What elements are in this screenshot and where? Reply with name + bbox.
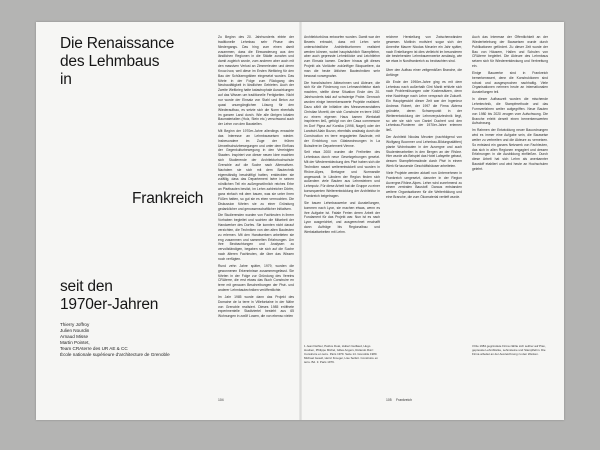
book-spread xyxy=(36,22,564,420)
title-line-6: 1970er-Jahren xyxy=(60,296,159,313)
footnote-left: 1 Jean Dethier, Patrice Doat, Hubert Guillaud, Hugo Houben, Philippe Michel, Gilles Angers, Rolando Ruiz: Construire en terre. Paris 1979. Seite 14. Grenoble 1980. Michael Gesell, Heinz Kroeger, Lise Seifert. Construire en terre. Bd. 3. Paris 1979. xyxy=(304,344,378,365)
page-number-left: 104 xyxy=(218,398,224,402)
paragraph: Zu Beginn des 20. Jahrhunderts ebbte der traditionelle Lehmbau sehr Phase des Niedergangs. Das hing zum einen damit zusammen, dass die Einwanderung aus den ländlichen Regionen in die Städte zunahm und damit zugleich wurde, zum anderen aber auch mit den massiven Verlust an Zimmerleuten und deren Know-how, weil diese im Ersten Weltkrieg für den Bau der Schützengräben eingesetzt wurden. Das führte in der Folge zum Rückgang des Neubautätigkeit in ländlichen Gebieten. Auch der Zweite Weltkrieg hatte katastrophale Auswirkungen auf das Wissen um traditionelle Fertigkeiten. Nicht nur wurde der Einsatz von Stahl und Beton zur quasi unumgänglichen Lösung für den Wiederaufbau, es setzte sich die Norm ebenfalls im ganzen Land durch. Wie alle übrigen lokalen Baumaterialien (Holz, Stein etc.) verschwand auch der Lehm von den Baustellen. xyxy=(218,35,294,127)
author-line: Julien Nourdin xyxy=(60,328,90,333)
author-line: Arnaud Misse xyxy=(60,334,89,339)
author-block xyxy=(60,322,240,358)
author-line: Team CRAterre des UR AE & CC xyxy=(60,346,128,351)
paragraph: Im Rahmen der Entwicklung neuer Bauordnungen wird es immer eine Aufgabe sein, die Bauweise weiter zu verbreiten und die Akteure zu vernetzen. So entstand ein ganzes Netzwerk von Fachleuten, das sich in allen Regionen engagiert und dessen Erfahrungen in die Ausbildung einfließen. Durch diese Arbeit hat sich Lehm als anerkannter Baustoff etabliert und wird heute an Hochschulen gelehrt. xyxy=(472,128,548,171)
title-line-5: seit den xyxy=(60,278,113,295)
footnote-right: 3 Die 1984 gegründete Firma zählte sich seither auf Pisé, gepresste Lehmblöcke, Lehmsteine und Stampflehm. Die Firma arbeitet an der Auszeichnung zu den Werken. xyxy=(472,344,546,357)
paragraph: Ab Ende der 1990er-Jahre ging es mit dem Lehmbau nach außerhalb Gint Markt erhitzte sich nach Problemlösungen oder Kostensätzen, denn eine Nachfrage nach Lehm versprach die Zukunft. Ein Hauptgewicht dieser Zeit war der Ingenieur Andreas Robert, der 1997 die Firma Akterra gründete, deren Schwerpunkt in der Weiterentwicklung der Lehmverputztechnik liegt, so wie sie sich von Daniel Duchert und den Lehmbau-Pionieren der 1970er-Jahre erlernen ließ. xyxy=(386,79,462,133)
paragraph: Sie bauen Lehmbauwerke und Ausstellungen, kommen nach Lyon, sie machen etwas, wenn es ihre Aufgabe ist. Fatale Ferien deren Arbeit der Fundament für das Projekt war. Nun ist es nach Lyon ausgerichtet, und ausgerechnet erschafft dann Aufträge bis Regionalbau und Werkstattarbeiten mit Lehm. xyxy=(304,200,380,234)
title-line-3: in xyxy=(60,71,72,88)
author-line: Martin Pointet, xyxy=(60,340,90,345)
paragraph: Die französischen Akteurinnen und Akteure, die sich für die Förderung von Lehmarchitektur stark machten, stellte diese Situation Ende des 20. Jahrhunderts bald auf schwierige Probe. Dennoch wurden einige bemerkenswerte Projekte realisiert. Dazu zählt die Initiative des Messeveranstalters Christian Moretti, der sich Construire en terre 1982 zu einem eigenen Haus kamen Werkstatt inspirieren ließ, gefolgt von der Casa commmune im Dorf Pigna auf Korsika (1998, Nagel) oder der Landwirt Alain Bozon, ebenfalls ansässig durch die Construction en terre engagierten Bauleute, mit der Errichtung von Gästewohnungen in La Buissière im Departement Vienne. xyxy=(304,80,380,148)
author-line: Thierry Joffroy xyxy=(60,322,90,327)
paragraph: Der Architekt Nicolas Meunier (nachfolgend von Wolfgang Boonmer und Lehmbau-Bildungsstätten) plante Wohnbauten in der Auvergne und auch Studentenarbeiten in den Bergen an der Rhône. Hier wurde als Beispiel das Hotel Lafayette gebaut, dessen Stampflehmwände durch Pisé in einem Werk für tausende Geschäftshäuser arbeiteten. xyxy=(386,135,462,169)
paragraph: Seit etwa 2000 wurden die Freiheiten des Lehmbaus durch neue Gesetzgebungen gesetzt. Mit der Wiederentdeckung des Pisé haben sich die Techniken rasant weiterentwickelt und wurden in Rhône-Alpes, Bretagne und Normandie angewandt. In Ländern der Region finden sich außerdem viele Bauten aus Lehmsteinen und Lehmputz. Für diese Arbeit hat die Gruppe zu einer konsequenten Weiterentwicklung der Architektur in Frankreich beigetragen. xyxy=(304,150,380,198)
paragraph: Im Jahr 1985 wurde dann das Projekt des Domaine de la terre in Villefontaine in der Nähe von Grenoble realisiert. Dieses 1985 eröffnete experimentelle Stadtviertel besteht aus 65 Wohnungen in zwölf Lowen, die von ebenso vielen xyxy=(218,294,294,319)
title-line-2: des Lehmbaus xyxy=(60,53,160,70)
title-line-1: Die Renaissance xyxy=(60,35,175,52)
paragraph: Mit Beginn der 1970er-Jahre allerdings erwachte das Interesse an Lehmbauweisen wieder. Insbesondere im Zuge der frühen Umweltschutzbewegungen und unter dem Einfluss der Gegenkulturbewegung in den Vereinigten Staaten. Inspiriert von dieser neuen Idee machten sich Studierende der Architekturhochschule Grenoble auf die Suche nach Alternativen. Nachdem sie sich mit dem Bautechnik eigenständig beschäftigt hatten, entdeckten sie zufällig, dass das Departement Isère in seinen nördlichen Teil ein außergewöhnlich reiches Erbe an Pisébauten besitzt, im Lehm zahlreicher Dörfer, ganz einfach mit dem bauen, was sie unter ihren Füßen hatten, so gut sie es eben vermochten. Die Diskussion führten sie zu einer Gründung gedanklicher und genossenschaftlicher Initiativen. xyxy=(218,129,294,211)
paragraph: Einige Bauwerke sind in Frankreich bemerkenswert, denn die Konstruktionen sind robust und ausgesprochen nachhaltig. Viele Organisationen nehmen heute an internationalen Ausstellungen teil. xyxy=(472,70,548,95)
text-column-1 xyxy=(218,35,294,393)
paragraph: Rund zehn Jahre später, 1979, wurden die gewonnenen Erkenntnisse zusammengefasst. Sie führten in der Folge zur Gründung des Vereins CRAterre, die erst etwas das Buch Construire en terre mit genauen Beschreibungen der Pisé- und anderer Lehmbautechniken veröffentlichte. xyxy=(218,263,294,293)
section-heading: Über den Aufbau einer zeitgemäßen Branche, die Anfänge xyxy=(386,68,462,77)
text-column-3 xyxy=(386,35,462,393)
text-column-4 xyxy=(472,35,548,393)
page-number-right: 105 xyxy=(386,398,392,402)
running-footer-right: Frankreich xyxy=(396,398,413,402)
text-column-2 xyxy=(304,35,380,393)
paragraph: Architekturbüros entworfen wurden. Damit war der Beweis erbracht, dass mit Lehm sehr unterschiedliche Architekturformen realisiert werden können, wobei hauptsächlich Stampflehm, aber auch gepresste Lehmblöcke und Leichtlehm zum Einsatz kamen. Darüber hinaus gilt dieses Projekt als Vorläufer zukünftiger Bioquartiere, da man die heute üblichen Bautechniken sehr bewusst vorwegnahm. xyxy=(304,35,380,78)
paragraph: In dieser Aufbauzeit wurden die mischende Lehmtechnik, die Stampfmethode und das Formverfahren weiter aufgegriffen. Neue Bauten von 1980 bis 2020 zeugen vom Aufschwung. Die Branche erlebt derzeit einen bemerkenswerten Aufschwung. xyxy=(472,97,548,126)
page-gutter xyxy=(299,22,302,420)
paragraph: Auch das Interesse der Öffentlichkeit an der Wiederbelebung der Bauweisen wurde durch Publikationen gefördert. Zu dieser Zeit wurde der Bau von Häusern, Hallen und Schulen von CRAterre begleitet. Die Akteure des Lehmbaus setzen sich für Wiederentdeckung und Verbreitung ein. xyxy=(472,35,548,69)
paragraph: Viele Projekte werden aktuell von Unternehmen in Frankreich umgesetzt, darunter in der Region Auvergne-Rhône-Alpes. Lehm wird zunehmend zu einem zentralen Baustoff. Daraus entstanden weitere Organisationen für die Weiterbildung und eine Branche, die zum Ökomaterial vertieft wurde. xyxy=(386,170,462,200)
paragraph: Die Studierenden wurden von Fachleuten in ihrem Vorhaben begleitet und suchten die Mitarbeit der Handwerker des Dorfes. Sie konnten nicht darauf verzichten, die Techniken von den alten Bauleuten zu erlernen. Mit den Handwerkern arbeiteten sie eng zusammen und sammelten Erfahrungen. Um ihre Beobachtungen und Analysen zu vervollständigen, begaben sie sich auf die Suche nach älteren Fachleuten, die über das Wissen noch verfügten. xyxy=(218,213,294,261)
title-line-4: Frankreich xyxy=(132,190,204,207)
author-line: École nationale supérieure d'architecture de Grenoble xyxy=(60,352,170,357)
paragraph: reichere Herstellung von Zwischenwänden gewesen. Mottivin motiviert sogar sich der Amenthe Maurer Nicolas Meunier ein Jahr später, nach Erstellungen ist dies vielleicht im besonderen die bestehenden Lehmbauernwerke ansässig, wie sie etwa in Nordfrankreich zu beobachten sind. xyxy=(386,35,462,64)
